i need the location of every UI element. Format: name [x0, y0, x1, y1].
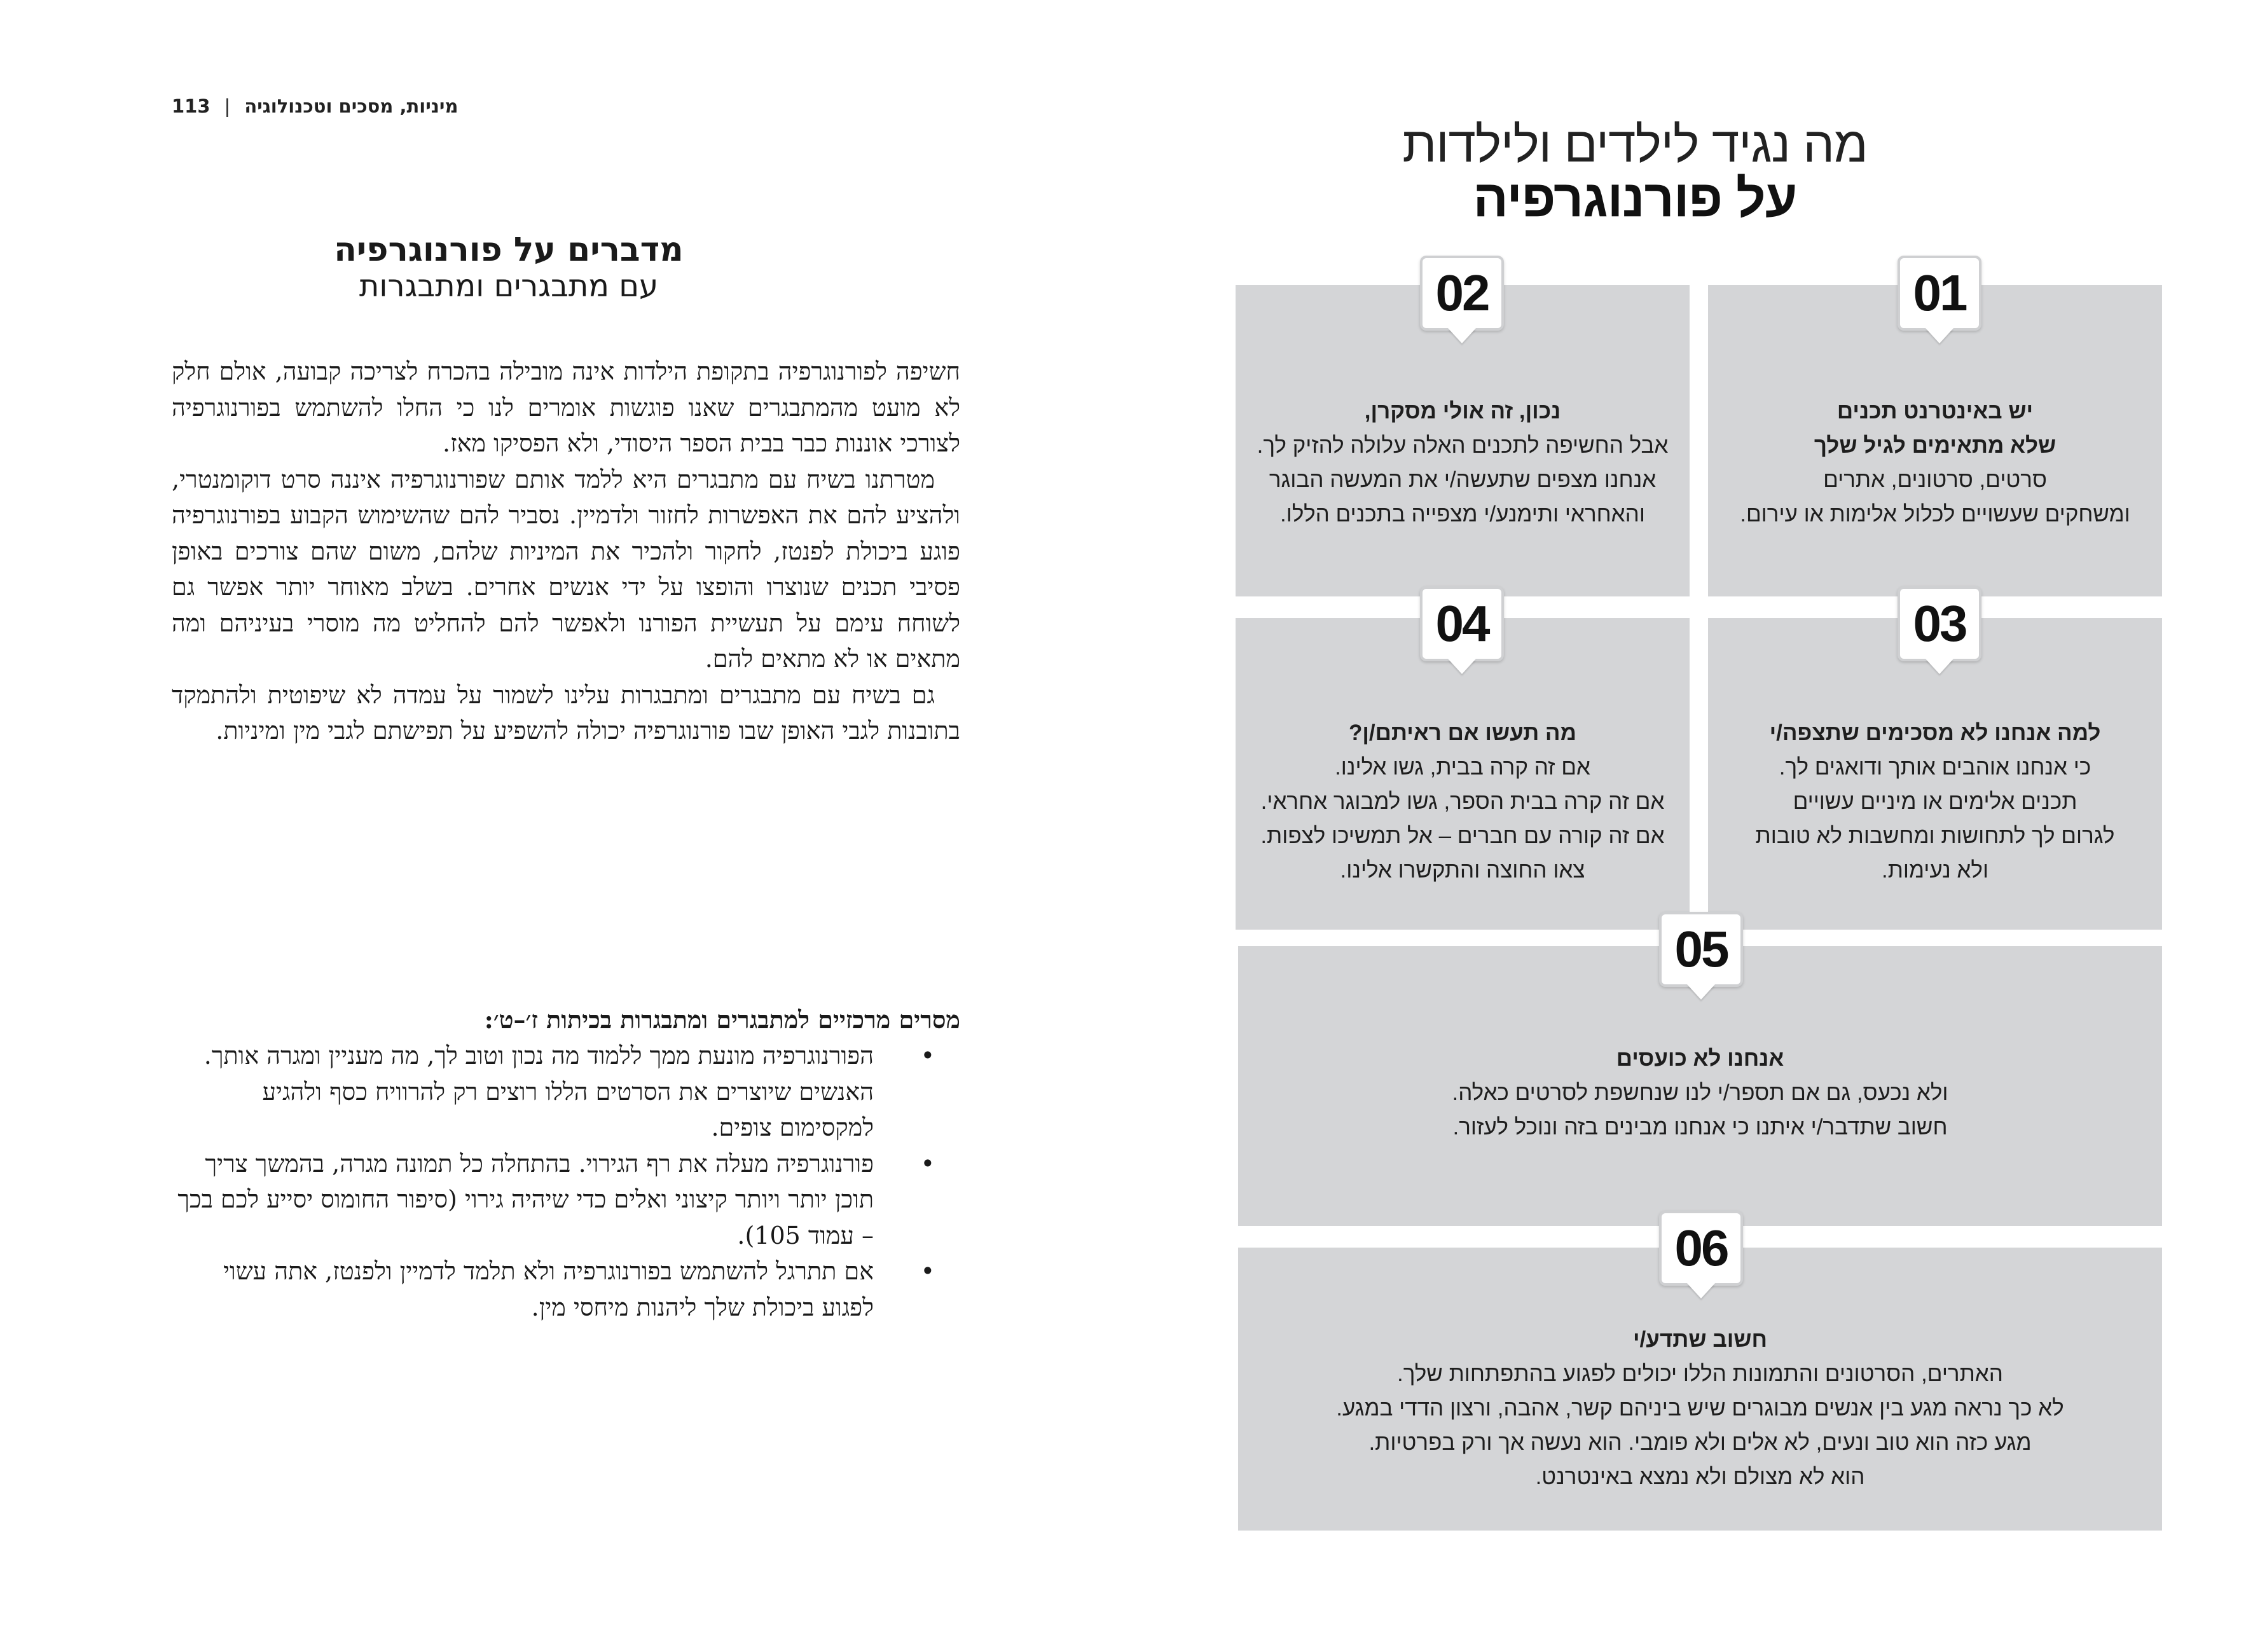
- card-text: [1236, 429, 1690, 532]
- card-title-line: מה תעשו אם ראיתם/ן?: [1348, 720, 1576, 745]
- card-line: ולא נעימות.: [1881, 858, 1989, 883]
- card-text: [1708, 463, 2162, 532]
- list-item: [172, 1146, 935, 1254]
- number-badge-03: 03: [1898, 586, 1981, 661]
- message-text: פורנוגרפיה מעלה את רף הגירוי. בהתחלה כל תמונה מגרה, בהמשך צריך תוכן יותר ויותר קיצוני ואלים כדי שיהיה גירוי (סיפור החומוס יסייע לכם בכך – עמוד 105).: [177, 1149, 874, 1249]
- section-title: מדברים על פורנוגרפיה: [334, 231, 684, 269]
- card-line: אם זה קרה בבית, גשו אלינו.: [1335, 755, 1590, 780]
- page-number: 113: [172, 95, 210, 117]
- list-item: [172, 1253, 935, 1325]
- number-badge-01: 01: [1898, 256, 1981, 331]
- card-text: [1708, 750, 2162, 888]
- card-title-line: נכון, זה אולי מסקרן,: [1364, 399, 1561, 423]
- card-text: [1238, 1076, 2162, 1145]
- card-title-line: חשוב שתדע/י: [1633, 1327, 1767, 1352]
- card-line: לגרום לך לתחושות ומחשבות לא טובות: [1755, 823, 2115, 848]
- paragraph: מטרתנו בשיח עם מתבגרים היא ללמד אותם שפורנוגרפיה איננה סרט דוקומנטרי, ולהציע להם את האפשרות לחזור ולדמיין. נסביר להם שהשימוש הקבוע בפורנוגרפיה פוגע ביכולת לפנטז, לחקור ולהכיר את המיניות שלהם, משום שהם צורכים באופן פסיבי תכנים שנוצרו והופצו על ידי אנשים אחרים. בשלב מאוחר יותר אפשר גם לשוחח עימם על תעשיית הפורנו ולאפשר להם להחליט מה מוסרי בעיניהם ומה מתאים או לא מתאים להם.: [172, 465, 960, 673]
- bullet: •: [920, 1149, 935, 1178]
- card-title: [1708, 716, 2162, 750]
- section-subtitle: עם מתבגרים ומתבגרות: [359, 268, 659, 304]
- bullet: •: [920, 1042, 935, 1070]
- card-line: סרטים, סרטונים, אתרים: [1823, 467, 2047, 492]
- infographic-title-bold: על פורנוגרפיה: [1473, 170, 1797, 228]
- card-line: צאו החוצה והתקשרו אלינו.: [1340, 858, 1585, 883]
- card-line: והאחראי ותימנע/י מצפייה בתכנים הללו.: [1280, 502, 1645, 527]
- number-badge-06: 06: [1659, 1211, 1743, 1286]
- body-text: [172, 354, 960, 749]
- card-line: אם זה קורה עם חברים – אל תמשיכו לצפות.: [1260, 823, 1665, 848]
- message-text: אם תתרגל להשתמש בפורנוגרפיה ולא תלמד לדמיין ולפנטז, אתה עשוי לפגוע ביכולת שלך ליהנות מיחסי מין.: [223, 1257, 874, 1321]
- card-line: ומשחקים שעשויים לכלול אלימות או עירום.: [1740, 502, 2130, 527]
- bullet: •: [920, 1257, 935, 1285]
- card-title: [1238, 1323, 2162, 1357]
- message-text: הפורנוגרפיה מונעת ממך ללמוד מה נכון וטוב לך, מה מעניין ומגרה אותך. האנשים שיוצרים את הסרטים הללו רוצים רק להרוויח כסף ולהגיע למקסימום צופים.: [203, 1042, 874, 1141]
- card-line: תכנים אלימים או מיניים עשויים: [1793, 789, 2077, 814]
- card-title-line: שלא מתאימים לגיל שלך: [1814, 433, 2057, 458]
- card-line: ולא נכעס, גם אם תספר/י לנו שנחשפת לסרטים כאלה.: [1452, 1080, 1948, 1105]
- number-badge-04: 04: [1420, 586, 1504, 661]
- chapter-title: מיניות, מסכים וטכנולוגיה: [244, 95, 458, 117]
- list-item: [172, 1038, 935, 1146]
- card-line: אם זה קרה בבית הספר, גשו למבוגר אחראי.: [1260, 789, 1665, 814]
- header-separator: |: [224, 95, 231, 117]
- messages-list: [172, 1038, 960, 1325]
- paragraph: גם בשיח עם מתבגרים ומתבגרות עלינו לשמור על עמדה לא שיפוטית ולהתמקד בתובנות לגבי האופן שבו פורנוגרפיה יכולה להשפיע על תפישתם לגבי מין ומיניות.: [172, 680, 960, 745]
- running-header: [172, 95, 490, 117]
- number-badge-02: 02: [1420, 256, 1504, 331]
- card-line: חשוב שתדבר/י איתנו כי אנחנו מבינים בזה ונוכל לעזור.: [1452, 1115, 1948, 1139]
- card-title: [1238, 1042, 2162, 1076]
- left-page: [0, 0, 1126, 1652]
- card-line: כי אנחנו אוהבים אותך ודואגים לך.: [1779, 755, 2091, 780]
- card-text: [1236, 750, 1690, 888]
- card-title-line: אנחנו לא כועסים: [1616, 1046, 1784, 1071]
- card-title: [1236, 394, 1690, 429]
- card-line: מגע כזה הוא טוב ונעים, לא אלים ולא פומבי. הוא נעשה אך ורק בפרטיות.: [1368, 1430, 2032, 1455]
- right-page: [1126, 0, 2253, 1652]
- messages-heading: מסרים מרכזיים למתבגרים ומתבגרות בכיתות ז׳–ט׳:: [484, 1005, 960, 1034]
- card-title-line: למה אנחנו לא מסכימים שתצפה/י: [1769, 720, 2101, 745]
- infographic-title: מה נגיד לילדים ולילדות: [1402, 116, 1868, 172]
- card-line: אבל החשיפה לתכנים האלה עלולה להזיק לך.: [1257, 433, 1669, 458]
- card-line: הוא לא מצולם ולא נמצא באינטרנט.: [1535, 1464, 1865, 1489]
- card-line: האתרים, הסרטונים והתמונות הללו יכולים לפגוע בהתפתחות שלך.: [1397, 1361, 2003, 1386]
- card-title-line: יש באינטרנט תכנים: [1836, 399, 2034, 423]
- card-title: [1708, 394, 2162, 463]
- card-title: [1236, 716, 1690, 750]
- number-badge-05: 05: [1659, 912, 1743, 987]
- card-line: לא כך נראה מגע בין אנשים מבוגרים שיש ביניהם קשר, אהבה, ורצון הדדי במגע.: [1336, 1396, 2064, 1421]
- paragraph: חשיפה לפורנוגרפיה בתקופת הילדות אינה מובילה בהכרח לצריכה קבועה, אולם חלק לא מועט מהמתבגרים שאנו פוגשות אומרים לנו כי החלו להשתמש בפורנוגרפיה לצורכי אוננות כבר בבית הספר היסודי, ולא הפסיקו מאז.: [172, 357, 960, 457]
- card-line: אנחנו מצפים שתעשה/י את המעשה הבוגר: [1269, 467, 1657, 492]
- card-text: [1238, 1357, 2162, 1494]
